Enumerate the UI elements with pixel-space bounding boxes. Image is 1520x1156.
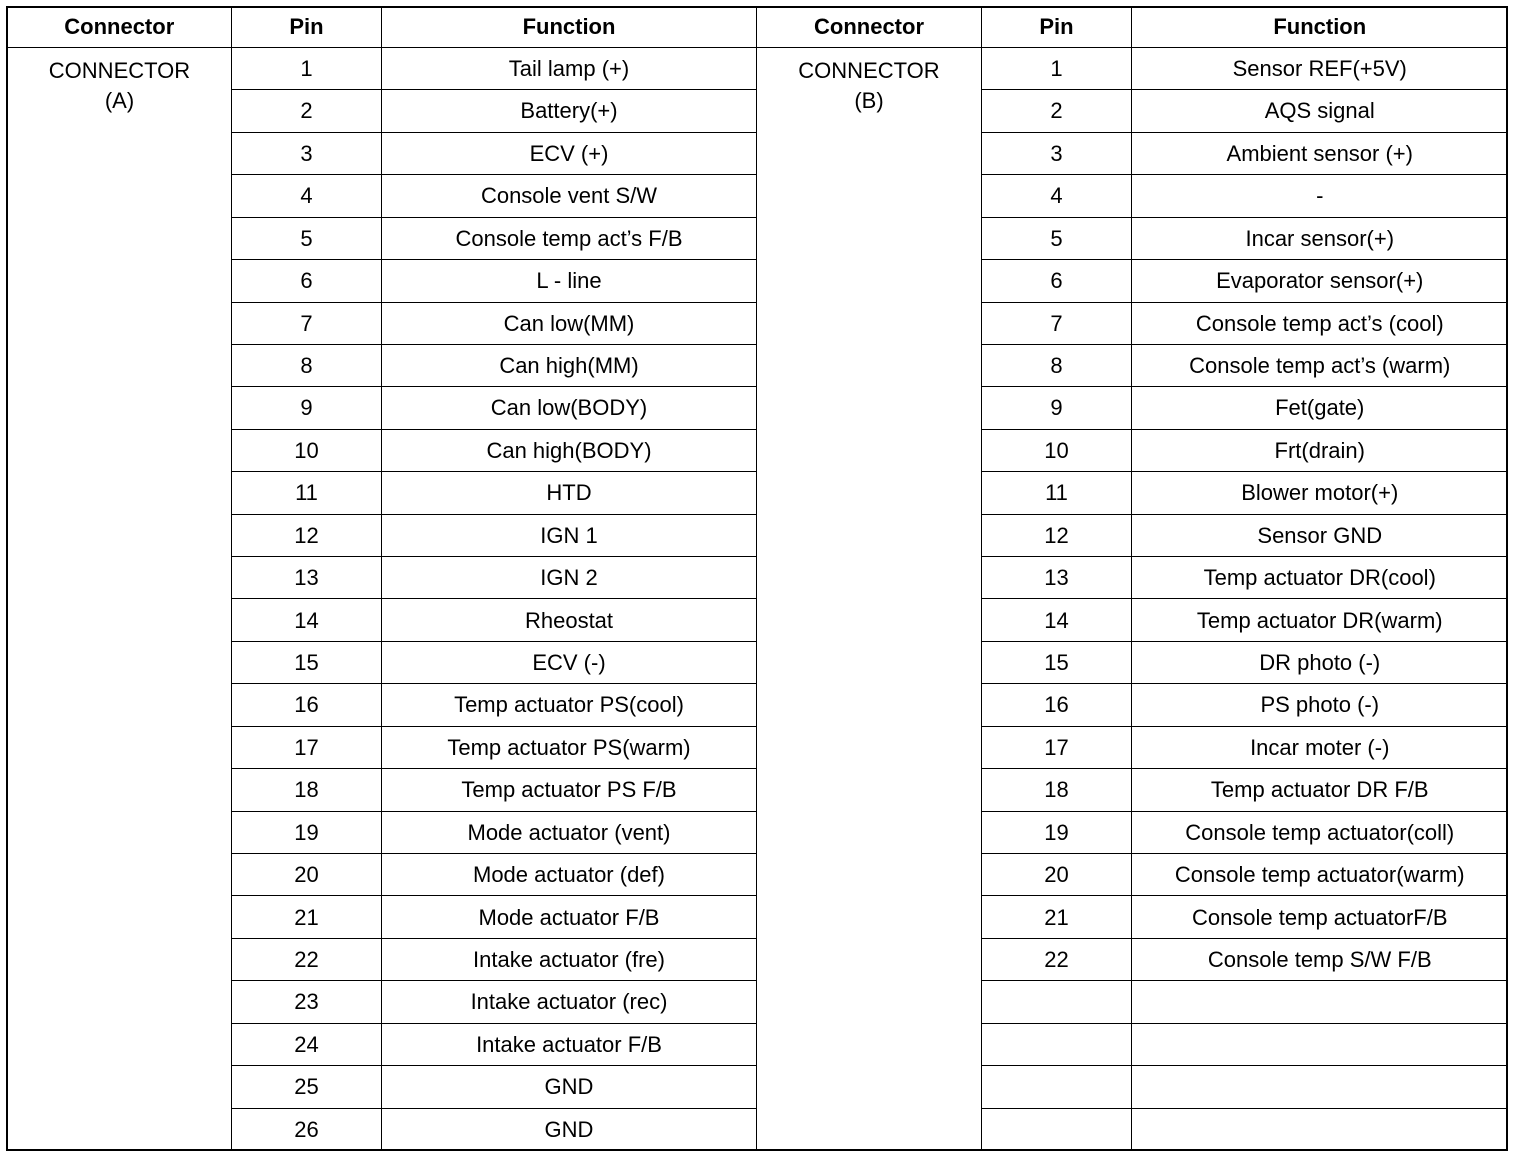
header-function-b: Function bbox=[1132, 7, 1508, 48]
pin-number-a: 20 bbox=[232, 854, 382, 896]
pin-function-a: GND bbox=[382, 1066, 757, 1108]
pin-number-b: 5 bbox=[982, 217, 1132, 259]
pin-number-b bbox=[982, 1066, 1132, 1108]
pin-number-b: 13 bbox=[982, 557, 1132, 599]
pin-function-a: Console temp act’s F/B bbox=[382, 217, 757, 259]
pin-function-a: L - line bbox=[382, 260, 757, 302]
pin-function-a: Rheostat bbox=[382, 599, 757, 641]
pin-function-b: AQS signal bbox=[1132, 90, 1508, 132]
pin-number-b bbox=[982, 1023, 1132, 1065]
pin-function-b: Sensor GND bbox=[1132, 514, 1508, 556]
pin-number-a: 15 bbox=[232, 641, 382, 683]
pin-function-b: Frt(drain) bbox=[1132, 429, 1508, 471]
pin-function-a: Intake actuator F/B bbox=[382, 1023, 757, 1065]
pin-number-a: 9 bbox=[232, 387, 382, 429]
connector-b-id: (B) bbox=[854, 88, 884, 113]
pin-number-a: 12 bbox=[232, 514, 382, 556]
pin-function-b: DR photo (-) bbox=[1132, 641, 1508, 683]
pin-function-a: Can high(MM) bbox=[382, 344, 757, 386]
pin-number-a: 3 bbox=[232, 132, 382, 174]
pin-function-a: Mode actuator F/B bbox=[382, 896, 757, 938]
pin-number-a: 1 bbox=[232, 48, 382, 90]
pin-number-a: 19 bbox=[232, 811, 382, 853]
pin-number-a: 4 bbox=[232, 175, 382, 217]
pin-number-b: 14 bbox=[982, 599, 1132, 641]
pin-function-b: Console temp S/W F/B bbox=[1132, 938, 1508, 980]
pin-number-a: 8 bbox=[232, 344, 382, 386]
pin-number-b: 21 bbox=[982, 896, 1132, 938]
pin-function-b: Console temp actuatorF/B bbox=[1132, 896, 1508, 938]
pin-function-a: Mode actuator (def) bbox=[382, 854, 757, 896]
pin-function-a: IGN 1 bbox=[382, 514, 757, 556]
pin-function-b: Incar sensor(+) bbox=[1132, 217, 1508, 259]
pin-number-b: 15 bbox=[982, 641, 1132, 683]
pin-number-b: 18 bbox=[982, 769, 1132, 811]
pin-number-a: 23 bbox=[232, 981, 382, 1023]
pin-function-b: Evaporator sensor(+) bbox=[1132, 260, 1508, 302]
pin-function-a: GND bbox=[382, 1108, 757, 1150]
pin-number-a: 10 bbox=[232, 429, 382, 471]
pin-function-b: Temp actuator DR F/B bbox=[1132, 769, 1508, 811]
pin-number-a: 14 bbox=[232, 599, 382, 641]
pin-number-b bbox=[982, 1108, 1132, 1150]
pin-function-a: Temp actuator PS(cool) bbox=[382, 684, 757, 726]
pin-number-b: 1 bbox=[982, 48, 1132, 90]
pin-number-b: 12 bbox=[982, 514, 1132, 556]
connector-a-id: (A) bbox=[104, 88, 135, 113]
connector-a-label bbox=[8, 48, 232, 1151]
header-connector-b: Connector bbox=[757, 7, 982, 48]
header-row bbox=[8, 7, 1508, 48]
pin-number-a: 5 bbox=[232, 217, 382, 259]
pin-number-b: 8 bbox=[982, 344, 1132, 386]
connector-pin-table bbox=[7, 7, 1508, 1150]
pin-function-b: Temp actuator DR(cool) bbox=[1132, 557, 1508, 599]
pin-number-a: 16 bbox=[232, 684, 382, 726]
pin-number-a: 26 bbox=[232, 1108, 382, 1150]
pin-number-a: 11 bbox=[232, 472, 382, 514]
pin-function-b: PS photo (-) bbox=[1132, 684, 1508, 726]
pin-function-b: Console temp actuator(coll) bbox=[1132, 811, 1508, 853]
pin-function-a: Temp actuator PS F/B bbox=[382, 769, 757, 811]
pin-number-b: 16 bbox=[982, 684, 1132, 726]
pin-number-b: 3 bbox=[982, 132, 1132, 174]
pin-number-b: 22 bbox=[982, 938, 1132, 980]
pin-function-a: Can high(BODY) bbox=[382, 429, 757, 471]
pin-function-a: Intake actuator (rec) bbox=[382, 981, 757, 1023]
pin-function-a: IGN 2 bbox=[382, 557, 757, 599]
pin-function-b bbox=[1132, 1023, 1508, 1065]
table-body bbox=[8, 48, 1508, 1151]
pin-function-b: Temp actuator DR(warm) bbox=[1132, 599, 1508, 641]
pin-function-b: - bbox=[1132, 175, 1508, 217]
pin-number-a: 22 bbox=[232, 938, 382, 980]
pin-number-a: 2 bbox=[232, 90, 382, 132]
pin-number-b: 11 bbox=[982, 472, 1132, 514]
pin-number-a: 25 bbox=[232, 1066, 382, 1108]
pin-number-b: 9 bbox=[982, 387, 1132, 429]
pin-number-b: 6 bbox=[982, 260, 1132, 302]
pin-number-b: 10 bbox=[982, 429, 1132, 471]
pin-function-b: Ambient sensor (+) bbox=[1132, 132, 1508, 174]
pin-function-b: Incar moter (-) bbox=[1132, 726, 1508, 768]
pin-number-b: 17 bbox=[982, 726, 1132, 768]
pin-function-a: Mode actuator (vent) bbox=[382, 811, 757, 853]
pin-number-b: 7 bbox=[982, 302, 1132, 344]
header-pin-a: Pin bbox=[232, 7, 382, 48]
pin-function-a: Console vent S/W bbox=[382, 175, 757, 217]
header-function-a: Function bbox=[382, 7, 757, 48]
pin-function-b: Blower motor(+) bbox=[1132, 472, 1508, 514]
pin-function-a: Can low(BODY) bbox=[382, 387, 757, 429]
pin-number-a: 21 bbox=[232, 896, 382, 938]
pin-function-b bbox=[1132, 1066, 1508, 1108]
pin-number-a: 13 bbox=[232, 557, 382, 599]
pin-number-b bbox=[982, 981, 1132, 1023]
table-row bbox=[8, 48, 1508, 90]
pin-function-b: Console temp act’s (cool) bbox=[1132, 302, 1508, 344]
pin-function-a: ECV (+) bbox=[382, 132, 757, 174]
pin-function-b: Sensor REF(+5V) bbox=[1132, 48, 1508, 90]
header-pin-b: Pin bbox=[982, 7, 1132, 48]
connector-a-name: CONNECTOR bbox=[48, 58, 191, 83]
pin-function-a: Can low(MM) bbox=[382, 302, 757, 344]
pin-function-a: Tail lamp (+) bbox=[382, 48, 757, 90]
pin-function-b: Fet(gate) bbox=[1132, 387, 1508, 429]
pin-number-b: 20 bbox=[982, 854, 1132, 896]
pin-function-b bbox=[1132, 1108, 1508, 1150]
pin-function-a: Battery(+) bbox=[382, 90, 757, 132]
pin-function-b bbox=[1132, 981, 1508, 1023]
pin-number-a: 6 bbox=[232, 260, 382, 302]
connector-b-name: CONNECTOR bbox=[798, 58, 940, 83]
pin-number-b: 4 bbox=[982, 175, 1132, 217]
pin-function-a: Intake actuator (fre) bbox=[382, 938, 757, 980]
connector-b-label bbox=[757, 48, 982, 1151]
pin-function-b: Console temp act’s (warm) bbox=[1132, 344, 1508, 386]
header-connector-a: Connector bbox=[8, 7, 232, 48]
pin-number-b: 19 bbox=[982, 811, 1132, 853]
pin-number-b: 2 bbox=[982, 90, 1132, 132]
pin-function-b: Console temp actuator(warm) bbox=[1132, 854, 1508, 896]
pin-number-a: 7 bbox=[232, 302, 382, 344]
pin-function-a: ECV (-) bbox=[382, 641, 757, 683]
pin-function-a: Temp actuator PS(warm) bbox=[382, 726, 757, 768]
pin-function-a: HTD bbox=[382, 472, 757, 514]
pin-number-a: 17 bbox=[232, 726, 382, 768]
pin-number-a: 24 bbox=[232, 1023, 382, 1065]
pin-number-a: 18 bbox=[232, 769, 382, 811]
